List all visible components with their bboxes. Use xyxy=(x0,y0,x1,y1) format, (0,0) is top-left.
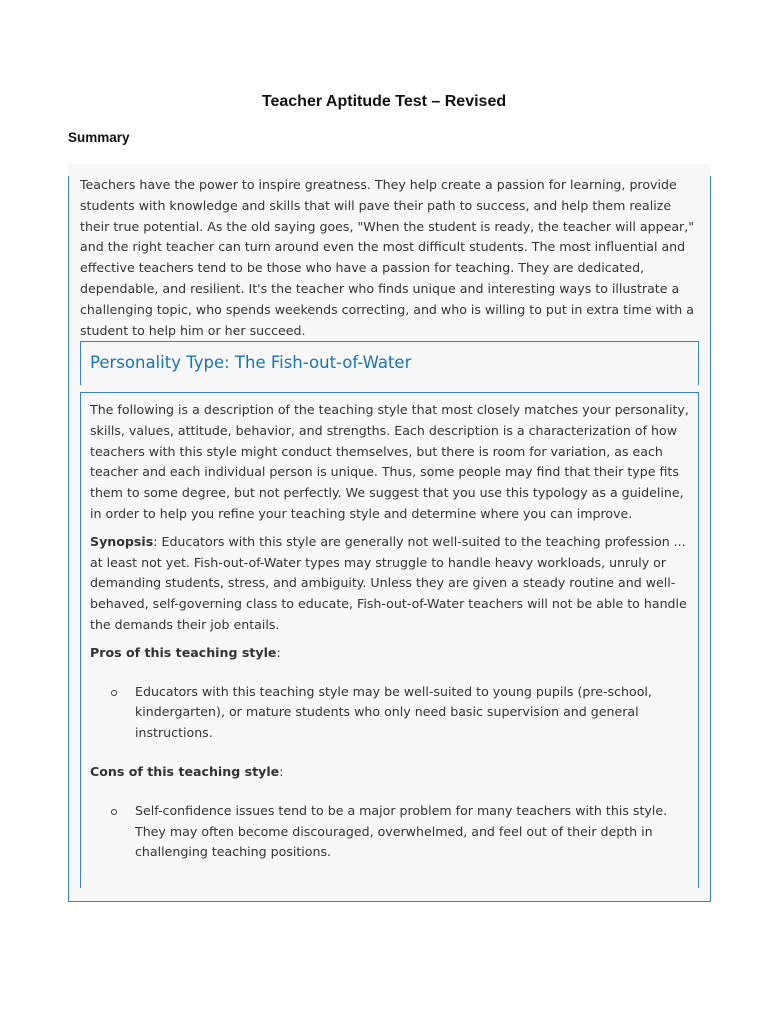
content-clip-mask xyxy=(81,876,698,888)
intro-paragraph: Teachers have the power to inspire greatness. They help create a passion for learning, provide students with knowledge and skills that will pave their path to success, and help them realize their true potential. As the old saying goes, "When the student is ready, the teacher will appear," and the right teacher can turn around even the most difficult students. The most influential and effective teachers tend to be those who have a passion for teaching. They are dedicated, dependable, and resilient. It's the teacher who finds unique and interesting ways to illustrate a challenging topic, who spends weekends correcting, and who is willing to put in extra time with a student to help him or her succeed. xyxy=(80,177,695,338)
cons-colon: : xyxy=(279,763,284,779)
synopsis-label: Synopsis xyxy=(90,533,154,549)
list-item xyxy=(90,801,690,863)
description-paragraph: The following is a description of the teaching style that most closely matches your personality, skills, values, attitude, behavior, and strengths. Each description is a characterization of how teachers with this style might conduct themselves, but there is room for variation, as each teacher and each individual person is unique. Thus, some people may find that their type fits them to some degree, but not perfectly. We suggest that you use this typology as a guideline, in order to help you refine your teaching style and determine where you can improve. xyxy=(90,402,689,521)
personality-type-content xyxy=(90,400,690,863)
cons-heading xyxy=(90,762,690,783)
cons-label: Cons of this teaching style xyxy=(90,763,280,779)
personality-type-header xyxy=(80,341,699,385)
cons-list xyxy=(90,801,690,863)
circle-bullet-icon xyxy=(111,690,117,696)
circle-bullet-icon xyxy=(111,809,117,815)
list-item xyxy=(90,682,690,744)
synopsis-text: : Educators with this style are generally not well-suited to the teaching profession ... at least not yet. Fish-out-of-Water types may struggle to handle heavy workloads, unruly or demanding students, stress, and ambiguity. Unless they are given a steady routine and well-behaved, self-governing class to educate, Fish-out-of-Water teachers will not be able to handle the demands their job entails. xyxy=(90,533,687,632)
pros-list xyxy=(90,682,690,744)
pros-heading xyxy=(90,643,690,664)
cons-item-text: Self-confidence issues tend to be a major problem for many teachers with this style. They may often become discouraged, overwhelmed, and feel out of their depth in challenging teaching positions. xyxy=(135,802,668,860)
pros-item-text: Educators with this teaching style may be well-suited to young pupils (pre-school, kindergarten), or mature students who only need basic supervision and general instructions. xyxy=(135,683,652,741)
synopsis-paragraph xyxy=(90,532,690,636)
personality-type-body[interactable] xyxy=(80,392,699,888)
personality-type-title: Personality Type: The Fish-out-of-Water xyxy=(90,353,412,372)
pros-label: Pros of this teaching style xyxy=(90,644,277,660)
document-title: Teacher Aptitude Test – Revised xyxy=(261,93,507,110)
summary-heading: Summary xyxy=(68,130,130,145)
pros-colon: : xyxy=(276,644,281,660)
